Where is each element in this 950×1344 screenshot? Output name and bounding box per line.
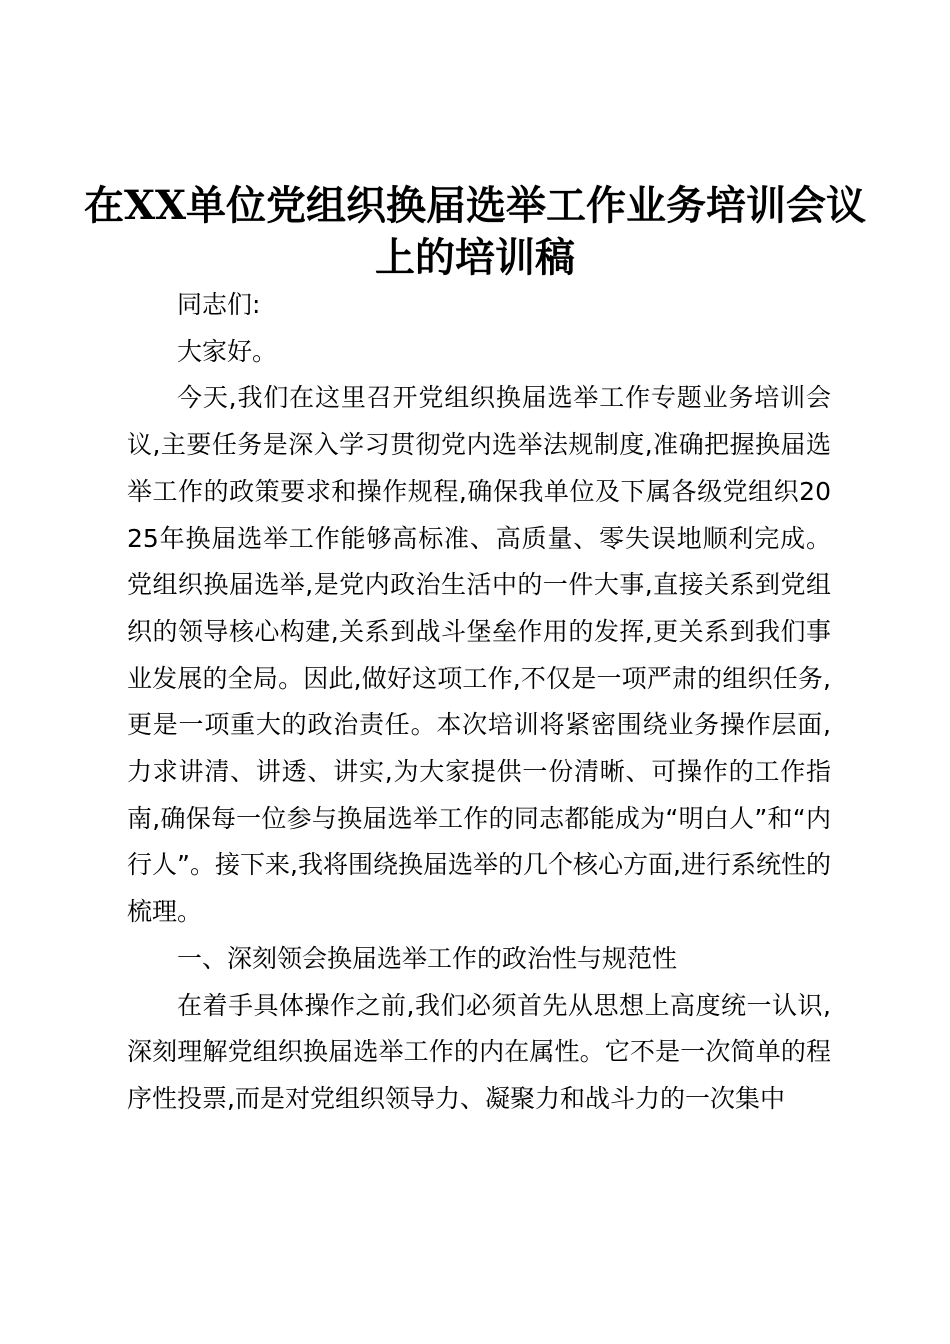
section-heading: 一、深刻领会换届选举工作的政治性与规范性 bbox=[177, 943, 678, 973]
section-paragraph: 在着手具体操作之前,我们必须首先从思想上高度统一认识,深刻理解党组织换届选举工作的内在属性。它不是一次简单的程序性投票,而是对党组织领导力、凝聚力和战斗力的一次集中 bbox=[127, 990, 831, 1113]
greeting: 大家好。 bbox=[177, 336, 278, 366]
document-title: 在XX单位党组织换届选举工作业务培训会议上的培训稿 bbox=[83, 182, 867, 281]
intro-paragraph: 今天,我们在这里召开党组织换届选举工作专题业务培训会议,主要任务是深入学习贯彻党内选举法规制度,准确把握换届选举工作的政策要求和操作规程,确保我单位及下属各级党组织2025年换届选举工作能够高标准、高质量、零失误地顺利完成。党组织换届选举,是党内政治生活中的一件大事,直接关系到党组织的领导核心构建,关系到战斗堡垒作用的发挥,更关系到我们事业发展的全局。因此,做好这项工作,不仅是一项严肃的组织任务,更是一项重大的政治责任。本次培训将紧密围绕业务操作层面,力求讲清、讲透、讲实,为大家提供一份清晰、可操作的工作指南,确保每一位参与换届选举工作的同志都能成为“明白人”和“内行人”。接下来,我将围绕换届选举的几个核心方面,进行系统性的梳理。 bbox=[127, 383, 831, 927]
salutation: 同志们: bbox=[177, 290, 261, 319]
document-body bbox=[127, 282, 831, 1123]
